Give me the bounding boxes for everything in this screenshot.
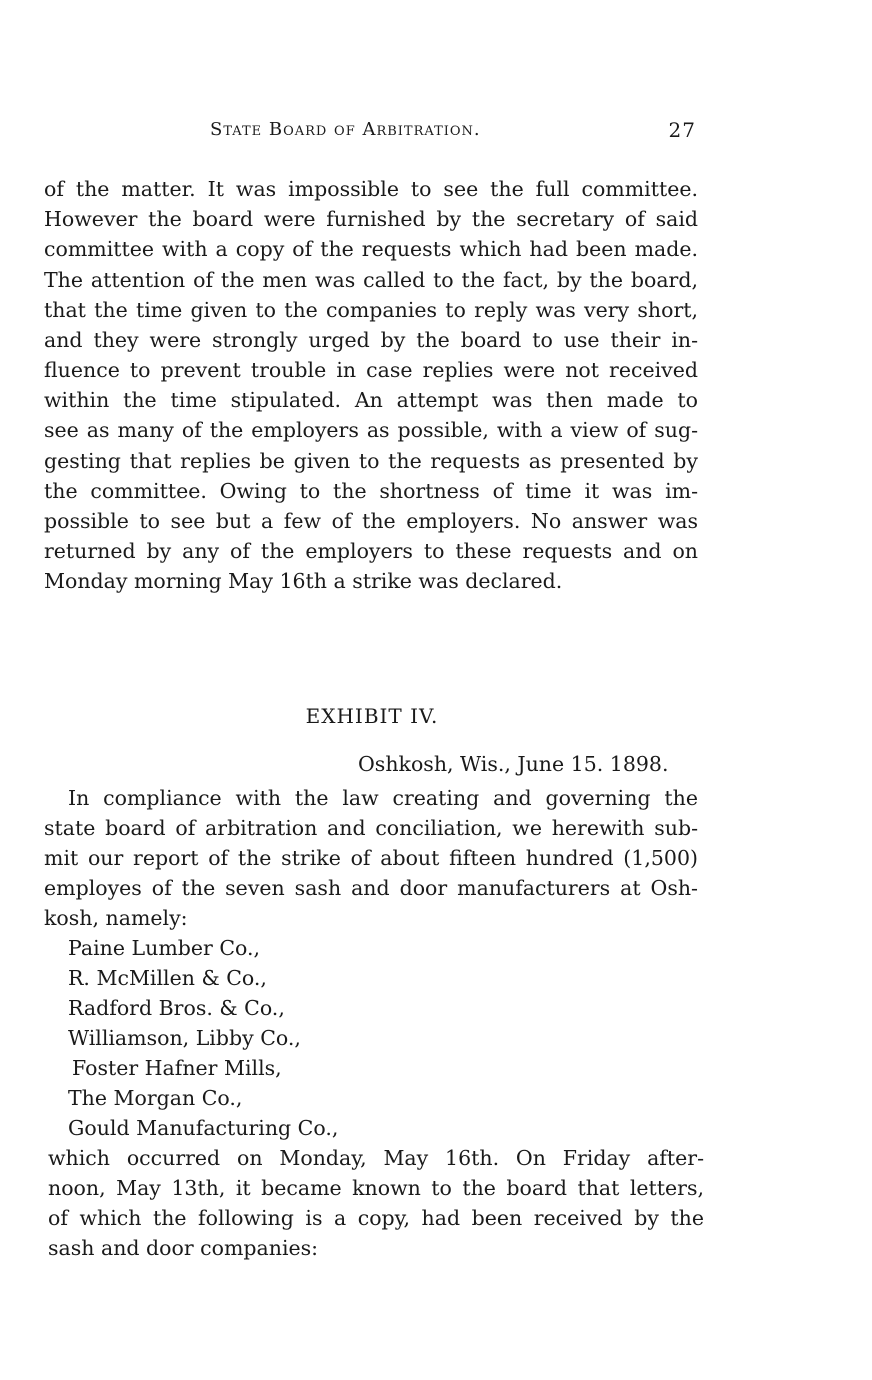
- text-line: noon, May 13th, it became known to the board that letters,: [48, 1176, 704, 1200]
- text-line: sash and door companies:: [48, 1236, 319, 1260]
- text-line: fluence to prevent trouble in case replies were not received: [44, 358, 698, 382]
- list-item: Gould Manufacturing Co.,: [68, 1116, 339, 1140]
- dateline: Oshkosh, Wis., June 15. 1898.: [358, 752, 669, 776]
- text-line: within the time stipulated. An attempt was then made to: [44, 388, 698, 412]
- page-number: 27: [668, 118, 696, 142]
- text-line: The attention of the men was called to the fact, by the board,: [44, 268, 698, 292]
- text-line: kosh, namely:: [44, 906, 188, 930]
- text-line: that the time given to the companies to reply was very short,: [44, 298, 698, 322]
- text-line: committee with a copy of the requests which had been made.: [44, 237, 698, 261]
- text-line: returned by any of the employers to these requests and on: [44, 539, 698, 563]
- text-line: state board of arbitration and conciliation, we herewith sub-: [44, 816, 698, 840]
- list-item: Williamson, Libby Co.,: [68, 1026, 301, 1050]
- text-line: gesting that replies be given to the requests as presented by: [44, 449, 698, 473]
- text-line: However the board were furnished by the secretary of said: [44, 207, 698, 231]
- text-line: Monday morning May 16th a strike was declared.: [44, 569, 563, 593]
- list-item: Radford Bros. & Co.,: [68, 996, 285, 1020]
- list-item: Foster Hafner Mills,: [72, 1056, 282, 1080]
- text-line: which occurred on Monday, May 16th. On Friday after-: [48, 1146, 704, 1170]
- list-item: The Morgan Co.,: [68, 1086, 243, 1110]
- exhibit-heading: EXHIBIT IV.: [305, 704, 439, 728]
- text-line: see as many of the employers as possible, with a view of sug-: [44, 418, 698, 442]
- text-line: and they were strongly urged by the board to use their in-: [44, 328, 698, 352]
- running-head: [210, 118, 696, 140]
- list-item: R. McMillen & Co.,: [68, 966, 267, 990]
- text-line: possible to see but a few of the employers. No answer was: [44, 509, 698, 533]
- text-line: the committee. Owing to the shortness of time it was im-: [44, 479, 698, 503]
- text-line: mit our report of the strike of about fifteen hundred (1,500): [44, 846, 698, 870]
- text-line: employes of the seven sash and door manufacturers at Osh-: [44, 876, 698, 900]
- text-line: of which the following is a copy, had been received by the: [48, 1206, 704, 1230]
- running-title: State Board of Arbitration.: [210, 119, 481, 140]
- text-line: of the matter. It was impossible to see the full committee.: [44, 177, 698, 201]
- text-line: In compliance with the law creating and governing the: [68, 786, 698, 810]
- list-item: Paine Lumber Co.,: [68, 936, 261, 960]
